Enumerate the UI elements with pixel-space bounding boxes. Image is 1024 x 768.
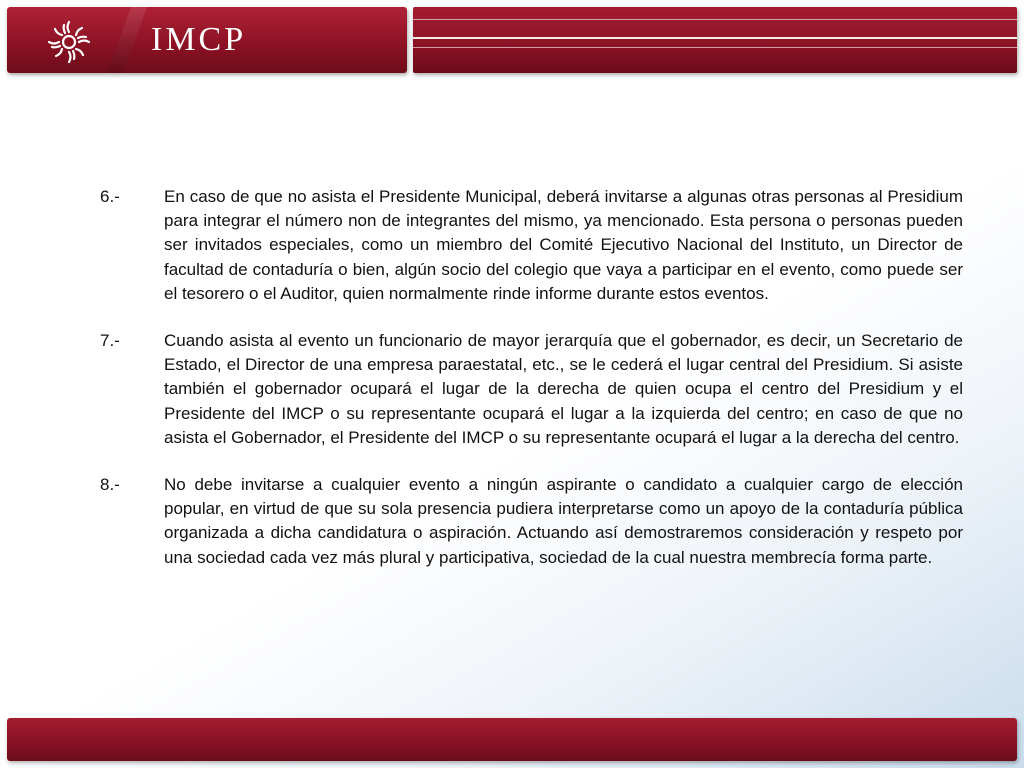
band-stripe: [413, 37, 1017, 39]
band-stripe: [413, 19, 1017, 20]
document-body: [100, 185, 963, 593]
item-text: Cuando asista al evento un funcionario de mayor jerarquía que el gobernador, es decir, un Secretario de Estado, el Director de una empresa paraestatal, etc., se le cederá el lugar central del Presidium. Si asiste también el gobernador ocupará el lugar de la derecha de quien ocupa el centro del Presidium y el Presidente del IMCP o su representante ocupará el lugar a la izquierda del centro; en caso de que no asista el Gobernador, el Presidente del IMCP o su representante ocupará el lugar a la derecha del centro.: [164, 331, 963, 447]
footer-band: [7, 718, 1017, 761]
item-number: 8.-: [100, 475, 120, 495]
item-number: 7.-: [100, 331, 120, 351]
list-item: [100, 185, 963, 306]
header-band: [413, 7, 1017, 73]
item-text: En caso de que no asista el Presidente Municipal, deberá invitarse a algunas otras personas al Presidium para integrar el número non de integrantes del mismo, ya mencionado. Esta persona o personas pueden ser invitados especiales, como un miembro del Comité Ejecutivo Nacional del Instituto, un Director de facultad de contaduría o bien, algún socio del colegio que vaya a participar en el evento, como puede ser el tesorero o el Auditor, quien normalmente rinde informe durante estos eventos.: [164, 187, 963, 303]
band-stripe: [413, 47, 1017, 48]
header-logo-panel: [7, 7, 407, 73]
item-number: 6.-: [100, 187, 120, 206]
logo-text: IMCP: [151, 21, 247, 58]
list-item: [100, 473, 963, 570]
list-item: [100, 329, 963, 450]
sun-emblem-icon: [45, 18, 93, 66]
item-text: No debe invitarse a cualquier evento a ningún aspirante o candidato a cualquier cargo de elección popular, en virtud de que su sola presencia pudiera interpretarse como un apoyo de la contaduría pública organizada a dicha candidatura o aspiración. Actuando así demostraremos consideración y respeto por una sociedad cada vez más plural y participativa, sociedad de la cual nuestra membrecía forma parte.: [164, 475, 963, 567]
logo-divider: [107, 7, 147, 73]
